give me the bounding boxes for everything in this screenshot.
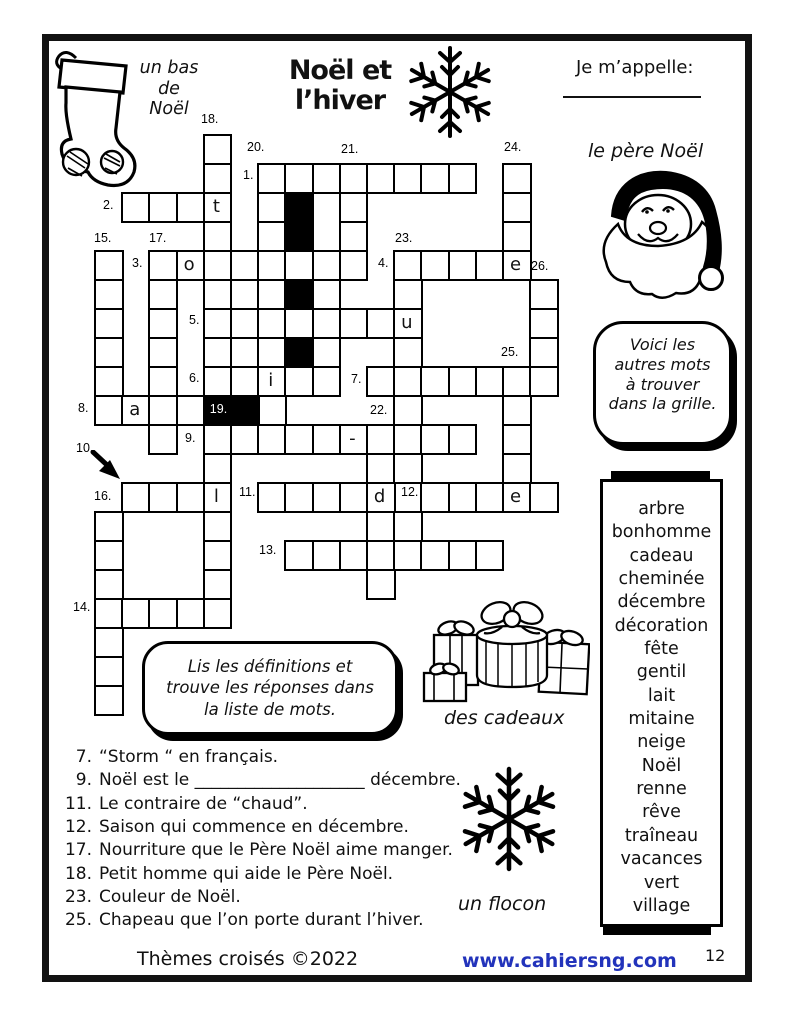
grid-cell[interactable] (94, 366, 124, 397)
prefilled-letter: a (129, 399, 141, 420)
grid-cell[interactable] (203, 221, 233, 252)
clue-number: 2. (103, 198, 114, 212)
grid-cell[interactable] (94, 569, 124, 600)
prefilled-letter: e (510, 254, 522, 275)
grid-cell[interactable] (284, 424, 314, 455)
clue-number: 9. (75, 770, 92, 791)
clue-number: 23. (395, 231, 413, 245)
clue-number: 18. (201, 112, 219, 126)
grid-cell[interactable] (420, 250, 450, 281)
grid-cell-black (284, 337, 314, 368)
grid-cell[interactable] (94, 337, 124, 368)
grid-cell[interactable] (339, 163, 369, 194)
clue-text: Petit homme qui aide le Père Noël. (99, 863, 394, 884)
grid-cell[interactable] (94, 308, 124, 339)
grid-cell[interactable] (230, 308, 260, 339)
grid-cell[interactable] (393, 453, 423, 484)
grid-cell[interactable] (203, 134, 233, 165)
grid-cell[interactable] (203, 308, 233, 339)
grid-cell-black (284, 192, 314, 223)
grid-cell[interactable] (94, 250, 124, 281)
grid-cell[interactable] (393, 366, 423, 397)
grid-cell[interactable] (203, 511, 233, 542)
stocking-caption-line: un bas (139, 58, 199, 78)
clue-number: 19. (209, 402, 228, 416)
word-list-top-bar (611, 471, 710, 480)
grid-cell[interactable] (257, 250, 287, 281)
grid-cell[interactable] (230, 250, 260, 281)
bubble-line: à trouver (625, 374, 700, 394)
clue-10-arrow-icon (90, 450, 124, 483)
word-list-item: bonhomme (611, 522, 712, 543)
clue-number: 21. (341, 142, 359, 156)
grid-cell[interactable] (420, 482, 450, 513)
stocking-caption-line: de (158, 78, 180, 99)
grid-cell[interactable] (203, 250, 233, 281)
clue-number: 20. (247, 140, 265, 154)
clue-text: Saison qui commence en décembre. (99, 817, 409, 838)
grid-cell[interactable] (339, 192, 369, 223)
grid-cell[interactable] (312, 540, 342, 571)
clue-number: 17. (149, 231, 167, 245)
word-list-item: cheminée (618, 569, 705, 590)
word-list-item: Noël (641, 755, 682, 776)
word-list-item: fête (644, 639, 679, 660)
grid-cell[interactable] (448, 540, 478, 571)
grid-cell[interactable] (502, 221, 532, 252)
grid-cell[interactable] (203, 540, 233, 571)
bubble-line: la liste de mots. (204, 699, 336, 719)
clue-number: 9. (185, 431, 196, 445)
grid-cell[interactable] (366, 569, 396, 600)
grid-cell[interactable] (203, 163, 233, 194)
clue-number: 7. (351, 372, 362, 386)
grid-cell[interactable] (230, 279, 260, 310)
clue-number: 3. (132, 256, 143, 270)
grid-cell[interactable] (203, 366, 233, 397)
grid-cell[interactable] (393, 511, 423, 542)
clue-item (62, 839, 482, 862)
grid-cell[interactable] (284, 482, 314, 513)
grid-cell[interactable] (312, 308, 342, 339)
grid-cell[interactable] (203, 569, 233, 600)
grid-cell[interactable] (203, 424, 233, 455)
grid-cell[interactable] (475, 540, 505, 571)
grid-cell[interactable] (366, 424, 396, 455)
clue-number: 26. (531, 259, 549, 273)
grid-cell[interactable] (257, 395, 287, 426)
clue-text: Chapeau que l’on porte durant l’hiver. (99, 910, 424, 931)
clue-item (62, 863, 482, 886)
clue-number: 24. (504, 140, 522, 154)
grid-cell[interactable] (475, 250, 505, 281)
grid-cell[interactable] (176, 395, 206, 426)
grid-cell[interactable] (94, 511, 124, 542)
grid-cell[interactable] (148, 395, 178, 426)
grid-cell[interactable] (257, 163, 287, 194)
grid-cell[interactable] (475, 482, 505, 513)
clue-number: 25. (501, 345, 519, 359)
clue-number: 5. (189, 313, 200, 327)
grid-cell[interactable] (284, 308, 314, 339)
word-list-item: neige (637, 732, 686, 753)
word-list (600, 498, 723, 918)
grid-cell[interactable] (339, 308, 369, 339)
clue-text: Nourriture que le Père Noël aime manger. (99, 840, 453, 861)
grid-cell[interactable] (393, 337, 423, 368)
instructions-bubble (142, 641, 398, 735)
grid-cell[interactable] (366, 308, 396, 339)
footer-credit: Thèmes croisés ©2022 (137, 948, 359, 970)
grid-cell[interactable] (148, 366, 178, 397)
grid-cell[interactable] (420, 163, 450, 194)
grid-cell[interactable] (502, 366, 532, 397)
grid-cell[interactable] (366, 511, 396, 542)
grid-cell[interactable] (94, 540, 124, 571)
grid-cell[interactable] (94, 279, 124, 310)
bubble-line: trouve les réponses dans (166, 678, 374, 698)
clue-item (62, 769, 482, 792)
grid-cell[interactable] (284, 250, 314, 281)
stocking-caption-line: Noël (149, 99, 189, 119)
grid-cell[interactable] (257, 308, 287, 339)
grid-cell[interactable] (393, 424, 423, 455)
clue-number: 12. (64, 817, 92, 838)
grid-cell[interactable] (312, 163, 342, 194)
snowflake-caption: un flocon (458, 893, 547, 915)
grid-cell[interactable] (284, 540, 314, 571)
clue-number: 13. (259, 543, 277, 557)
grid-cell[interactable] (312, 424, 342, 455)
grid-cell[interactable] (312, 366, 342, 397)
grid-cell[interactable] (257, 424, 287, 455)
grid-cell[interactable] (230, 366, 260, 397)
grid-cell[interactable] (203, 453, 233, 484)
prefilled-letter: l (213, 486, 219, 507)
word-list-item: vert (643, 872, 680, 893)
grid-cell[interactable] (448, 250, 478, 281)
gifts-illustration (422, 583, 590, 705)
grid-cell[interactable] (94, 685, 124, 716)
clue-number: 25. (64, 910, 92, 931)
grid-cell[interactable] (176, 598, 206, 629)
grid-cell[interactable] (502, 424, 532, 455)
grid-cell[interactable] (502, 163, 532, 194)
grid-cell[interactable] (257, 337, 287, 368)
grid-cell[interactable] (339, 250, 369, 281)
clue-number: 12. (401, 485, 419, 499)
prefilled-letter: d (373, 486, 386, 507)
grid-cell[interactable] (148, 250, 178, 281)
prefilled-letter: o (183, 254, 195, 275)
grid-cell[interactable] (257, 192, 287, 223)
grid-cell[interactable] (393, 540, 423, 571)
grid-cell[interactable] (121, 598, 151, 629)
word-list-item: lait (647, 685, 676, 706)
grid-cell[interactable] (94, 656, 124, 687)
grid-cell[interactable] (176, 192, 206, 223)
clue-number: 23. (64, 887, 92, 908)
clue-number: 14. (73, 600, 91, 614)
grid-cell[interactable] (257, 279, 287, 310)
prefilled-letter: - (349, 428, 356, 449)
title-line-2: l’hiver (294, 85, 386, 116)
grid-cell[interactable] (94, 627, 124, 658)
grid-cell[interactable] (312, 337, 342, 368)
grid-cell[interactable] (148, 192, 178, 223)
clue-number: 4. (378, 256, 389, 270)
grid-cell[interactable] (94, 395, 124, 426)
clue-number: 17. (64, 840, 92, 861)
word-list-item: rêve (642, 802, 681, 823)
grid-cell[interactable] (257, 482, 287, 513)
clue-number: 8. (78, 401, 89, 415)
grid-cell[interactable] (448, 482, 478, 513)
grid-cell[interactable] (312, 279, 342, 310)
prefilled-letter: e (510, 486, 522, 507)
clue-number: 7. (75, 747, 92, 767)
gifts-caption: des cadeaux (444, 707, 565, 729)
clue-number: 22. (370, 403, 388, 417)
grid-cell[interactable] (203, 337, 233, 368)
title-line-1: Noël et (288, 55, 392, 86)
grid-cell[interactable] (448, 366, 478, 397)
grid-cell[interactable] (94, 598, 124, 629)
grid-cell[interactable] (529, 279, 559, 310)
clue-text: Noël est le ____________________ décembre. (99, 770, 461, 791)
page-number: 12 (705, 946, 726, 965)
grid-cell[interactable] (230, 424, 260, 455)
clue-number: 11. (64, 793, 92, 814)
grid-cell[interactable] (475, 366, 505, 397)
bubble-line: Voici les (629, 335, 696, 354)
grid-cell[interactable] (257, 221, 287, 252)
grid-cell[interactable] (148, 308, 178, 339)
prefilled-letter: t (212, 196, 220, 217)
grid-cell[interactable] (502, 395, 532, 426)
clue-number: 1. (243, 168, 254, 182)
grid-cell[interactable] (393, 279, 423, 310)
grid-cell[interactable] (339, 540, 369, 571)
grid-cell[interactable] (121, 482, 151, 513)
clue-item (62, 816, 482, 839)
word-list-item: gentil (636, 662, 687, 683)
bubble-line: dans la grille. (608, 394, 717, 414)
grid-cell[interactable] (312, 482, 342, 513)
clue-text: Le contraire de “chaud”. (99, 793, 308, 814)
grid-cell[interactable] (148, 598, 178, 629)
prefilled-letter: i (268, 370, 274, 391)
grid-cell[interactable] (366, 163, 396, 194)
grid-cell[interactable] (148, 424, 178, 455)
clue-text: “Storm “ en français. (99, 747, 279, 767)
clue-number: 16. (94, 489, 112, 503)
grid-cell[interactable] (366, 366, 396, 397)
grid-cell[interactable] (420, 540, 450, 571)
word-list-intro-bubble (593, 321, 732, 445)
clue-number: 10. (76, 441, 94, 455)
word-list-item: décoration (614, 615, 709, 636)
word-list-item: traîneau (624, 825, 699, 846)
word-list-item: vacances (620, 849, 703, 870)
clue-number: 6. (189, 371, 200, 385)
grid-cell[interactable] (339, 221, 369, 252)
word-list-item: arbre (638, 499, 685, 519)
bubble-line: autres mots (614, 354, 711, 374)
grid-cell[interactable] (366, 540, 396, 571)
clue-number: 11. (239, 485, 256, 499)
grid-cell[interactable] (529, 482, 559, 513)
name-prompt-label: Je m’appelle: (576, 57, 694, 78)
grid-cell[interactable] (176, 482, 206, 513)
word-list-item: décembre (617, 592, 706, 613)
footer-website-link[interactable]: www.cahiersng.com (462, 950, 677, 972)
grid-cell[interactable] (203, 598, 233, 629)
clue-item (62, 909, 482, 932)
clue-number: 18. (64, 863, 92, 884)
grid-cell[interactable] (148, 482, 178, 513)
word-list-item: cadeau (629, 545, 694, 566)
prefilled-letter: u (401, 312, 413, 333)
grid-cell[interactable] (502, 192, 532, 223)
grid-cell-black (284, 221, 314, 252)
clue-item (62, 793, 482, 816)
grid-cell[interactable] (448, 163, 478, 194)
grid-cell[interactable] (203, 279, 233, 310)
word-list-item: village (632, 895, 691, 916)
grid-cell[interactable] (420, 366, 450, 397)
grid-cell[interactable] (312, 250, 342, 281)
grid-cell[interactable] (502, 453, 532, 484)
grid-cell[interactable] (529, 308, 559, 339)
clue-item (62, 746, 482, 769)
clue-number: 15. (94, 231, 112, 245)
grid-cell[interactable] (393, 163, 423, 194)
bubble-line: Lis les définitions et (187, 657, 353, 676)
grid-cell[interactable] (448, 424, 478, 455)
word-list-bottom-bar (603, 925, 711, 935)
grid-cell-black (284, 279, 314, 310)
clue-item (62, 886, 482, 909)
grid-cell[interactable] (339, 482, 369, 513)
clue-text: Couleur de Noël. (99, 887, 241, 908)
grid-cell[interactable] (148, 279, 178, 310)
grid-cell[interactable] (284, 163, 314, 194)
grid-cell[interactable] (393, 395, 423, 426)
grid-cell[interactable] (393, 250, 423, 281)
santa-caption: le père Noël (588, 140, 704, 162)
grid-cell[interactable] (284, 366, 314, 397)
grid-cell[interactable] (420, 424, 450, 455)
clue-list (62, 746, 482, 933)
grid-cell[interactable] (230, 337, 260, 368)
grid-cell[interactable] (529, 366, 559, 397)
word-list-item: mitaine (628, 709, 695, 730)
grid-cell[interactable] (529, 337, 559, 368)
word-list-item: renne (636, 779, 687, 800)
grid-cell[interactable] (148, 337, 178, 368)
grid-cell[interactable] (366, 453, 396, 484)
grid-cell[interactable] (121, 192, 151, 223)
